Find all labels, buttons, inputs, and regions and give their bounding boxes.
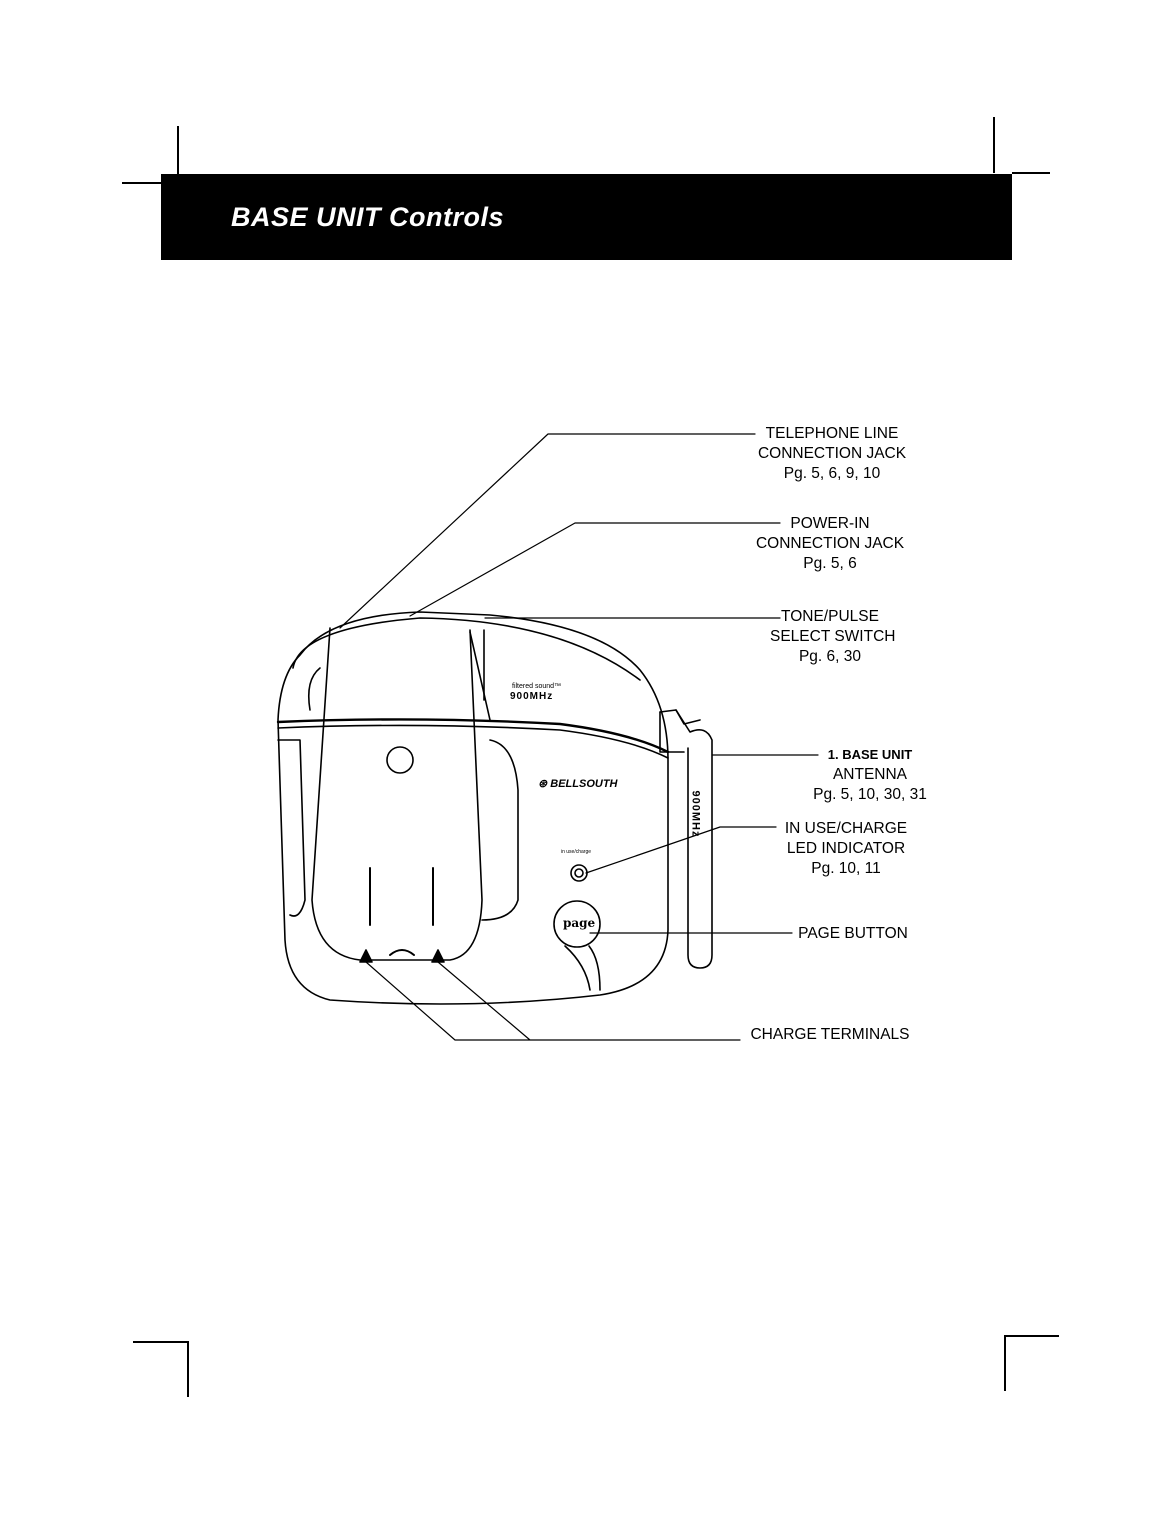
base-body-outline — [278, 612, 668, 1004]
handset-earpiece — [387, 747, 413, 773]
base-top-rim — [293, 618, 640, 680]
leader-charge-terminals — [366, 962, 740, 1040]
callout-charge-terminals: CHARGE TERMINALS — [750, 1026, 910, 1043]
leader-telephone-line — [340, 434, 755, 628]
callout-tone-pulse: TONE/PULSE SELECT SWITCH Pg. 6, 30 — [770, 608, 896, 665]
brand-logo-icon: ⊛ — [538, 778, 551, 790]
base-seam — [278, 719, 668, 752]
handset-cradle — [312, 628, 482, 960]
callout-in-use-charge: IN USE/CHARGE LED INDICATOR Pg. 10, 11 — [784, 820, 908, 877]
right-pocket — [482, 740, 518, 920]
led-indicator — [571, 865, 587, 881]
callout-telephone-line: TELEPHONE LINE CONNECTION JACK Pg. 5, 6, 9, 10 — [757, 425, 907, 482]
led-label: in use/charge — [561, 849, 592, 855]
charge-contact-right — [432, 950, 444, 962]
antenna-label: 900MHz — [689, 790, 702, 838]
callout-base-unit-antenna: 1. BASE UNIT ANTENNA Pg. 5, 10, 30, 31 — [813, 747, 927, 803]
leader-in-use-charge — [586, 827, 776, 873]
charge-contact-left — [360, 950, 372, 962]
callout-power-in: POWER-IN CONNECTION JACK Pg. 5, 6 — [755, 515, 905, 572]
brand-logo — [538, 777, 618, 790]
brand-name: BELLSOUTH — [550, 778, 618, 790]
page-title: BASE UNIT Controls — [231, 202, 505, 232]
callout-page-button: PAGE BUTTON — [798, 925, 908, 942]
leader-power-in — [410, 523, 780, 616]
sound-badge-top: filtered sound™ — [512, 683, 562, 690]
sound-badge-freq: 900MHz — [510, 691, 554, 702]
page-button-label: page — [563, 916, 596, 930]
